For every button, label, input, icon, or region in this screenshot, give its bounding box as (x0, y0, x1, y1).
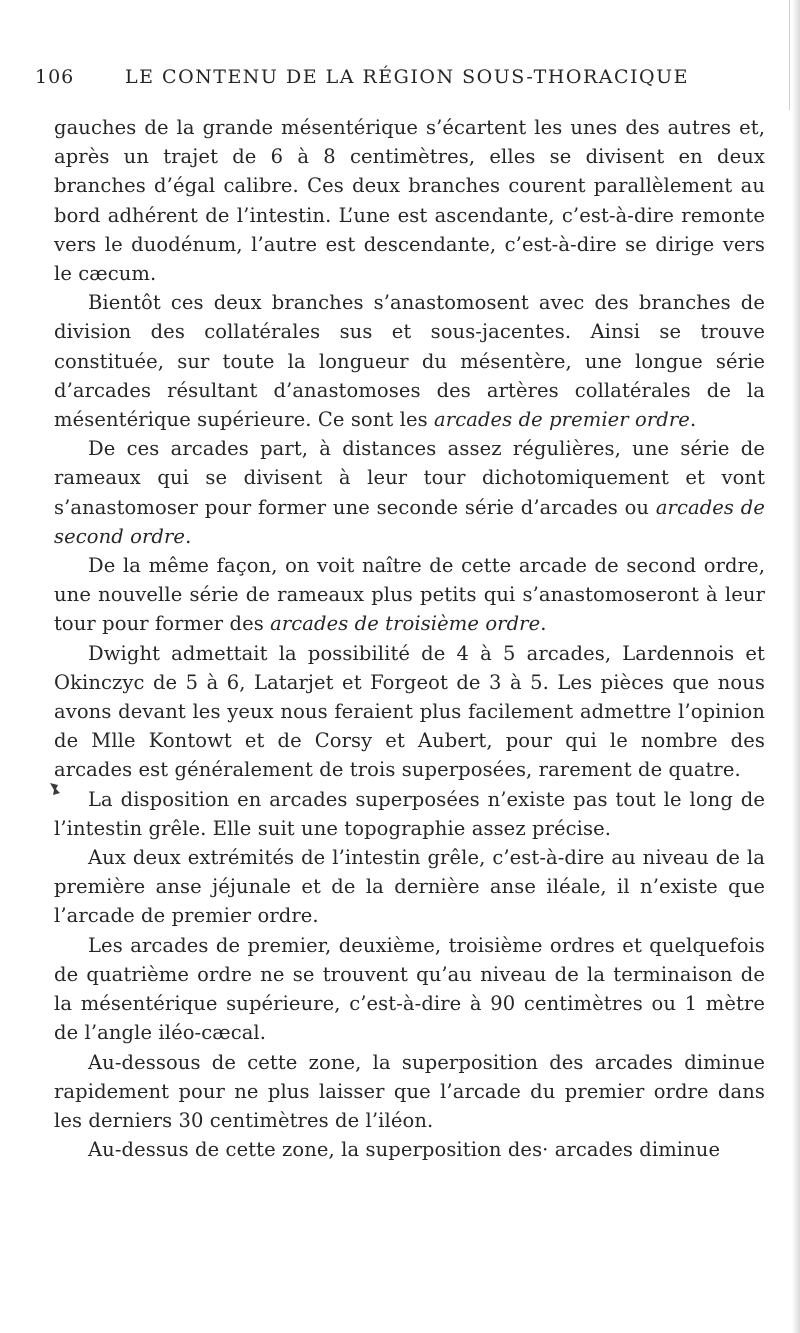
paragraph-8: Les arcades de premier, deuxième, troisième ordres et quelquefois de quatrième ordre ne se trouvent qu’au niveau de la terminaison de la mésentérique supérieure, c’est-à-dire à 90 centimètres ou 1 mètre de l’angle iléo-cæcal. (54, 933, 765, 1045)
paragraph-9: Au-dessous de cette zone, la superposition des arcades diminue rapidement pour ne plus laisser que l’arcade du premier ordre dans les derniers 30 centimètres de l’iléon. (54, 1050, 765, 1132)
body-text (54, 113, 765, 1164)
paragraph-3-end: . (185, 524, 192, 548)
paragraph-10: Au-dessus de cette zone, la superposition des· arcades diminue (88, 1138, 721, 1162)
paragraph-4 (54, 551, 765, 639)
paragraph-4-text: De la même façon, on voit naître de cette arcade de second ordre, une nouvelle série de rameaux plus petits qui s’anastomoseront à leur tour pour former des (54, 554, 765, 636)
paragraph-7: Aux deux extrémités de l’intestin grêle, c’est-à-dire au niveau de la première anse jéjunale et de la dernière anse iléale, il n’existe que l’arcade de premier ordre. (54, 846, 765, 928)
page-edge-line (789, 0, 790, 110)
running-title: LE CONTENU DE LA RÉGION SOUS-THORACIQUE (125, 66, 690, 88)
paragraph-2-end: . (689, 408, 697, 432)
page-number: 106 (35, 66, 75, 88)
paragraph-2-emphasis: arcades de premier ordre (434, 408, 690, 432)
paragraph-4-end: . (540, 612, 547, 636)
paragraph-3 (54, 434, 765, 551)
paragraph-5: Dwight admettait la possibilité de 4 à 5 arcades, Lardennois et Okinczyc de 5 à 6, Latarjet et Forgeot de 3 à 5. Les pièces que nous avons devant les yeux nous feraient plus facilement admettre l’opinion de Mlle Kontowt et de Corsy et Aubert, pour qui le nombre des arcades est généralement de trois superposées, rarement de quatre. (54, 641, 765, 782)
paragraph-3-text: De ces arcades part, à distances assez régulières, une série de rameaux qui se divisent à leur tour dichotomiquement et vont s’anastomoser pour former une seconde série d’arcades ou (54, 437, 765, 519)
paragraph-2 (54, 288, 765, 434)
page-edge-shadow (792, 0, 800, 1333)
paragraph-2-text: Bientôt ces deux branches s’anastomosent avec des branches de division des collatérales sus et sous-jacentes. Ainsi se trouve constituée, sur toute la longueur du mésentère, une longue série d’arcades résultant d’anastomoses des artères collatérales de la mésentérique supérieure. Ce sont les (54, 291, 765, 432)
paragraph-1: gauches de la grande mésentérique s’écartent les unes des autres et, après un trajet de 6 à 8 centimètres, elles se divisent en deux branches d’égal calibre. Ces deux branches courent parallèlement au bord adhérent de l’intestin. L’une est ascendante, c’est-à-dire remonte vers le duodénum, l’autre est descendante, c’est-à-dire se dirige vers le cæcum. (54, 116, 765, 286)
paragraph-4-emphasis: arcades de troisième ordre (270, 612, 541, 636)
paragraph-6: La disposition en arcades superposées n’existe pas tout le long de l’intestin grêle. Elle suit une topographie assez précise. (54, 787, 765, 840)
paragraph-3-emphasis: arcades de second ordre (54, 495, 765, 548)
page-header (35, 60, 763, 94)
